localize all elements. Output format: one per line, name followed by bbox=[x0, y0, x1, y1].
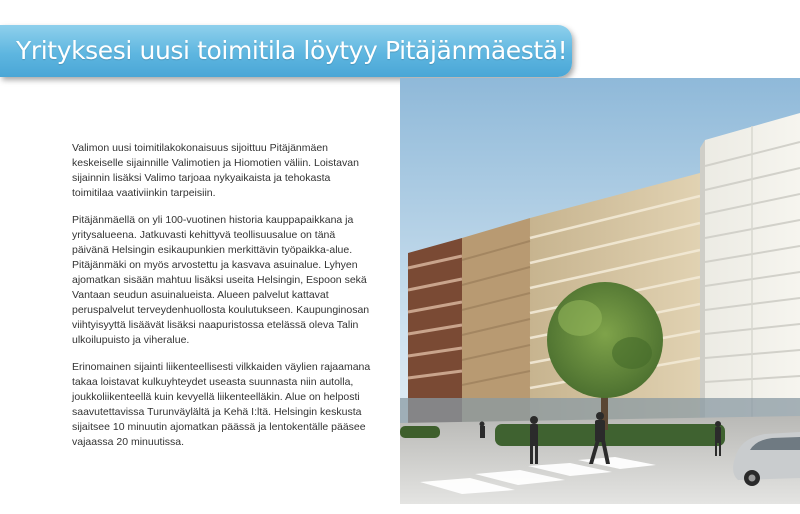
brown-building bbox=[408, 238, 462, 423]
location-paragraph: Erinomainen sijainti liikenteellisesti vilkkaiden väylien rajaamana takaa loistavat kulkuyhteydet useasta suunnasta niin autolla, joukkoliikenteellä kuin kevyellä liikenteelläkin. Alue on helposti saavutettavissa Turunväylältä ja Kehä I:ltä. Helsingin keskusta sijaitsee 10 minuutin ajomatkan päässä ja lentokentälle pääsee vajaassa 20 minuutissa. bbox=[72, 361, 371, 448]
white-building bbox=[700, 113, 800, 428]
intro-paragraph: Valimon uusi toimitilakokonaisuus sijoittuu Pitäjänmäen keskeiselle sijainnille Valimotien ja Hiomotien väliin. Loistavan sijainnin lisäksi Valimo tarjoaa nykyaikaista ja tehokasta toimitilaa vaativiinkin tarpeisiin. bbox=[72, 142, 359, 199]
body-text bbox=[72, 141, 372, 462]
hedge-main bbox=[495, 424, 725, 446]
building-illustration bbox=[400, 78, 800, 504]
title-banner bbox=[0, 25, 572, 77]
page-title: Yrityksesi uusi toimitila löytyy Pitäjänmäestä! bbox=[16, 36, 568, 65]
history-paragraph: Pitäjänmäellä on yli 100-vuotinen historia kauppapaikkana ja yritysalueena. Jatkuvasti kehittyvä teollisuusalue on tänä päivänä Helsingin esikaupunkien merkittävin työpaikka-alue. Pitäjänmäki on myös arvostettu ja kasvava asuinalue. Lyhyen ajomatkan sisään mahtuu lisäksi useita Helsingin, Espoon sekä Vantaan seudun asuinalueista. Alueen palvelut kattavat peruspalvelut terveydenhuollosta koulutukseen. Kaupunginosan viihtyisyyttä lisäävät lisäksi naapuristossa etelässä oleva Talin ulkoilupuisto ja viheralue. bbox=[72, 214, 370, 346]
hedge-left bbox=[400, 426, 440, 438]
